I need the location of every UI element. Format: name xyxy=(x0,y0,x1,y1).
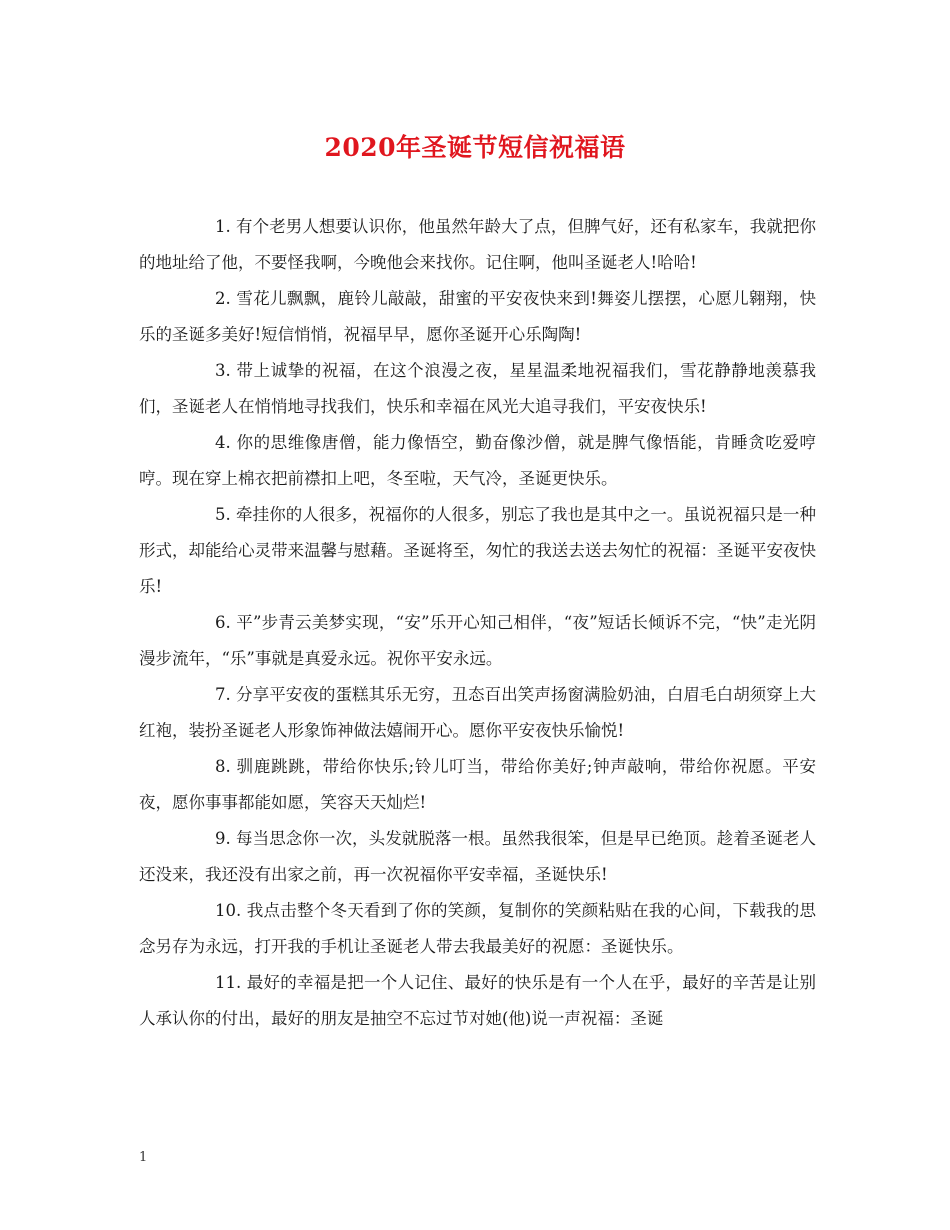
paragraph: 7. 分享平安夜的蛋糕其乐无穷，丑态百出笑声扬窗满脸奶油，白眉毛白胡须穿上大红袍，装扮圣诞老人形象饰神做法嬉闹开心。愿你平安夜快乐愉悦! xyxy=(139,685,816,740)
paragraph: 1. 有个老男人想要认识你，他虽然年龄大了点，但脾气好，还有私家车，我就把你的地址给了他，不要怪我啊，今晚他会来找你。记住啊，他叫圣诞老人!哈哈! xyxy=(139,217,816,272)
paragraph: 6. 平”步青云美梦实现，“安”乐开心知己相伴，“夜”短话长倾诉不完，“快”走光阴漫步流年，“乐”事就是真爱永远。祝你平安永远。 xyxy=(139,613,816,668)
paragraph: 8. 驯鹿跳跳，带给你快乐;铃儿叮当，带给你美好;钟声敲响，带给你祝愿。平安夜，愿你事事都能如愿，笑容天天灿烂! xyxy=(139,757,816,812)
paragraph: 4. 你的思维像唐僧，能力像悟空，勤奋像沙僧，就是脾气像悟能，肯睡贪吃爱哼哼。现在穿上棉衣把前襟扣上吧，冬至啦，天气冷，圣诞更快乐。 xyxy=(139,433,816,488)
paragraph: 11. 最好的幸福是把一个人记住、最好的快乐是有一个人在乎，最好的辛苦是让别人承认你的付出，最好的朋友是抽空不忘过节对她(他)说一声祝福：圣诞 xyxy=(139,973,816,1028)
page-number: 1 xyxy=(139,1150,148,1165)
document-title: 2020年圣诞节短信祝福语 xyxy=(324,133,626,162)
paragraph: 3. 带上诚挚的祝福，在这个浪漫之夜，星星温柔地祝福我们，雪花静静地羡慕我们，圣诞老人在悄悄地寻找我们，快乐和幸福在风光大追寻我们，平安夜快乐! xyxy=(139,361,816,416)
paragraph: 9. 每当思念你一次，头发就脱落一根。虽然我很笨，但是早已绝顶。趁着圣诞老人还没来，我还没有出家之前，再一次祝福你平安幸福，圣诞快乐! xyxy=(139,829,816,884)
paragraph: 10. 我点击整个冬天看到了你的笑颜，复制你的笑颜粘贴在我的心间，下载我的思念另存为永远，打开我的手机让圣诞老人带去我最美好的祝愿：圣诞快乐。 xyxy=(139,901,816,956)
paragraph: 2. 雪花儿飘飘，鹿铃儿敲敲，甜蜜的平安夜快来到!舞姿儿摆摆，心愿儿翱翔，快乐的圣诞多美好!短信悄悄，祝福早早，愿你圣诞开心乐陶陶! xyxy=(139,289,816,344)
paragraph: 5. 牵挂你的人很多，祝福你的人很多，别忘了我也是其中之一。虽说祝福只是一种形式，却能给心灵带来温馨与慰藉。圣诞将至，匆忙的我送去送去匆忙的祝福：圣诞平安夜快乐! xyxy=(139,505,816,596)
document-body xyxy=(139,209,816,1037)
